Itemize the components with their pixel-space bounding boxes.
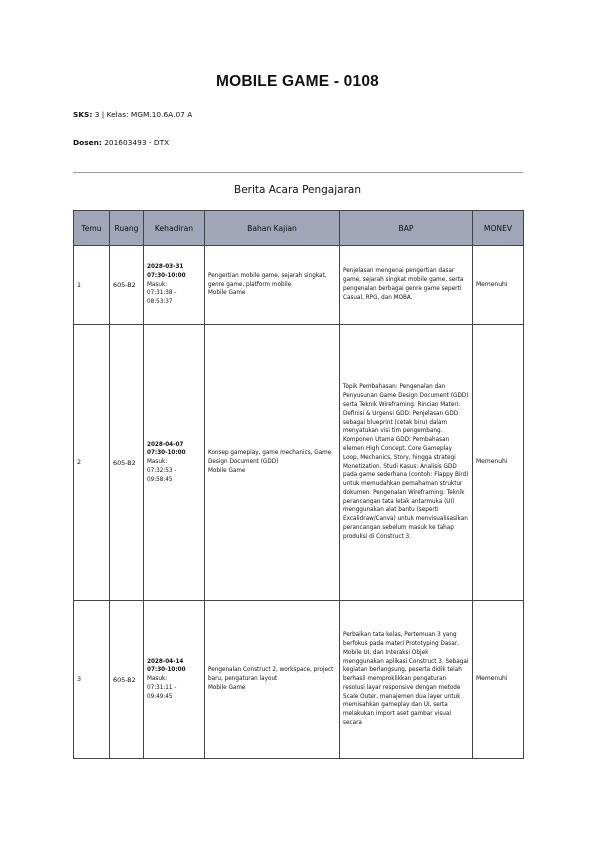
- document-title: MOBILE GAME - 0108: [216, 73, 379, 90]
- sks-label: SKS:: [73, 110, 93, 119]
- cell-bap: Penjelasan mengenai pengertian dasar game, sejarah singkat mobile game, serta pengenalan berbagai genre game seperti Casual, RPG, dan MOBA.: [340, 246, 473, 325]
- header-temu: Temu: [74, 211, 110, 246]
- dosen-value: 201603493 - DTX: [104, 138, 170, 147]
- table-row: [74, 325, 524, 601]
- kehadiran-out: 08:53:37: [147, 299, 173, 306]
- cell-bap: Topik Pembahasan: Pengenalan dan Penyusunan Game Design Document (GDD) serta Teknik Wireframing. Rincian Materi: Definisi & Urgensi GDD: Penjelasan GDD sebagai blueprint (cetak biru) dalam menyatukan visi tim pengembang. Komponen Utama GDD: Pembahasan elemen High Concept, Core Gameplay Loop, Mechanics, Story, hingga strategi Monetization. Studi Kasus: Analisis GDD pada game sederhana (contoh: Flappy Bird) untuk memudahkan pemahaman struktur dokumen. Pengenalan Wireframing: Teknik perancangan tata letak antarmuka (UI) menggunakan alat bantu (seperti Excalidraw/Canva) untuk menvisualisasikan perancangan sebelum masuk ke tahap produksi di Construct 3.: [340, 325, 473, 601]
- kehadiran-time: 07:30-10:00: [147, 667, 186, 674]
- cell-temu: 3: [74, 601, 110, 759]
- section-title: Berita Acara Pengajaran: [233, 184, 361, 196]
- bahan-course: Mobile Game: [208, 290, 246, 297]
- cell-kehadiran: [144, 246, 205, 325]
- bahan-topic: Pengertian mobile game, sejarah singkat, genre game, platform mobile: [208, 272, 327, 288]
- bahan-course: Mobile Game: [208, 467, 246, 474]
- bahan-topic: Pengenalan Construct 2, workspace, project baru, pengaturan layout: [208, 667, 334, 683]
- kehadiran-label: Masuk:: [147, 281, 168, 288]
- lecturer-info: [73, 138, 169, 147]
- kehadiran-date: 2028-03-31: [147, 264, 184, 270]
- header-ruang: Ruang: [110, 211, 144, 246]
- cell-kehadiran: [144, 325, 205, 601]
- cell-ruang: 605-B2: [110, 601, 144, 759]
- cell-bahan-kajian: [205, 601, 340, 759]
- cell-ruang: 605-B2: [110, 246, 144, 325]
- cell-bap: Perbaikan tata kelas, Pertemuan 3 yang berfokus pada materi Prototyping Dasar, Mobile UI, dan Interaksi Objek menggunakan aplikasi Construct 3. Sebagai kegiatan berlangsung, peserta didik telah berhasil memproklikkan pengaturan resolusi layar responsive dengan metode Scale Outer, manajemen dua layer untuk memisahkan gameplay dan UI, serta melakukan import aset gambar visual secara: [340, 601, 473, 759]
- kehadiran-label: Masuk:: [147, 459, 168, 466]
- kehadiran-label: Masuk:: [147, 676, 168, 683]
- table-row: [74, 601, 524, 759]
- cell-kehadiran: [144, 601, 205, 759]
- kehadiran-out: 09:58:45: [147, 476, 173, 483]
- cell-ruang: 605-B2: [110, 325, 144, 601]
- header-monev: MONEV: [473, 211, 524, 246]
- kehadiran-date: 2028-04-07: [147, 441, 184, 448]
- cell-monev: Memenuhi: [473, 325, 524, 601]
- header-bap: BAP: [340, 211, 473, 246]
- cell-monev: Memenuhi: [473, 246, 524, 325]
- cell-bahan-kajian: [205, 325, 340, 601]
- kehadiran-time: 07:30-10:00: [147, 450, 186, 457]
- kehadiran-in: 07:31:38 -: [147, 290, 177, 297]
- cell-temu: 2: [74, 325, 110, 601]
- kehadiran-time: 07:30-10:00: [147, 272, 186, 279]
- cell-bahan-kajian: [205, 246, 340, 325]
- teaching-report-table: [73, 210, 524, 759]
- table-header-row: [74, 211, 524, 246]
- kehadiran-in: 07:31:11 -: [147, 684, 177, 691]
- kehadiran-date: 2028-04-14: [147, 658, 184, 665]
- bahan-course: Mobile Game: [208, 684, 246, 691]
- kehadiran-in: 07:32:53 -: [147, 467, 177, 474]
- header-kehadiran: Kehadiran: [144, 211, 205, 246]
- cell-temu: 1: [74, 246, 110, 325]
- bahan-topic: Konsep gameplay, game mechanics, Game Design Document (GDD): [208, 450, 332, 466]
- cell-monev: Memenuhi: [473, 601, 524, 759]
- divider: [73, 172, 523, 173]
- sks-value: 3 | Kelas: MGM.10.6A.07 A: [94, 110, 193, 119]
- dosen-label: Dosen:: [73, 138, 102, 147]
- kehadiran-out: 09:49:45: [147, 693, 173, 700]
- header-bahan-kajian: Bahan Kajian: [205, 211, 340, 246]
- table-row: [74, 246, 524, 325]
- class-info: [73, 110, 192, 119]
